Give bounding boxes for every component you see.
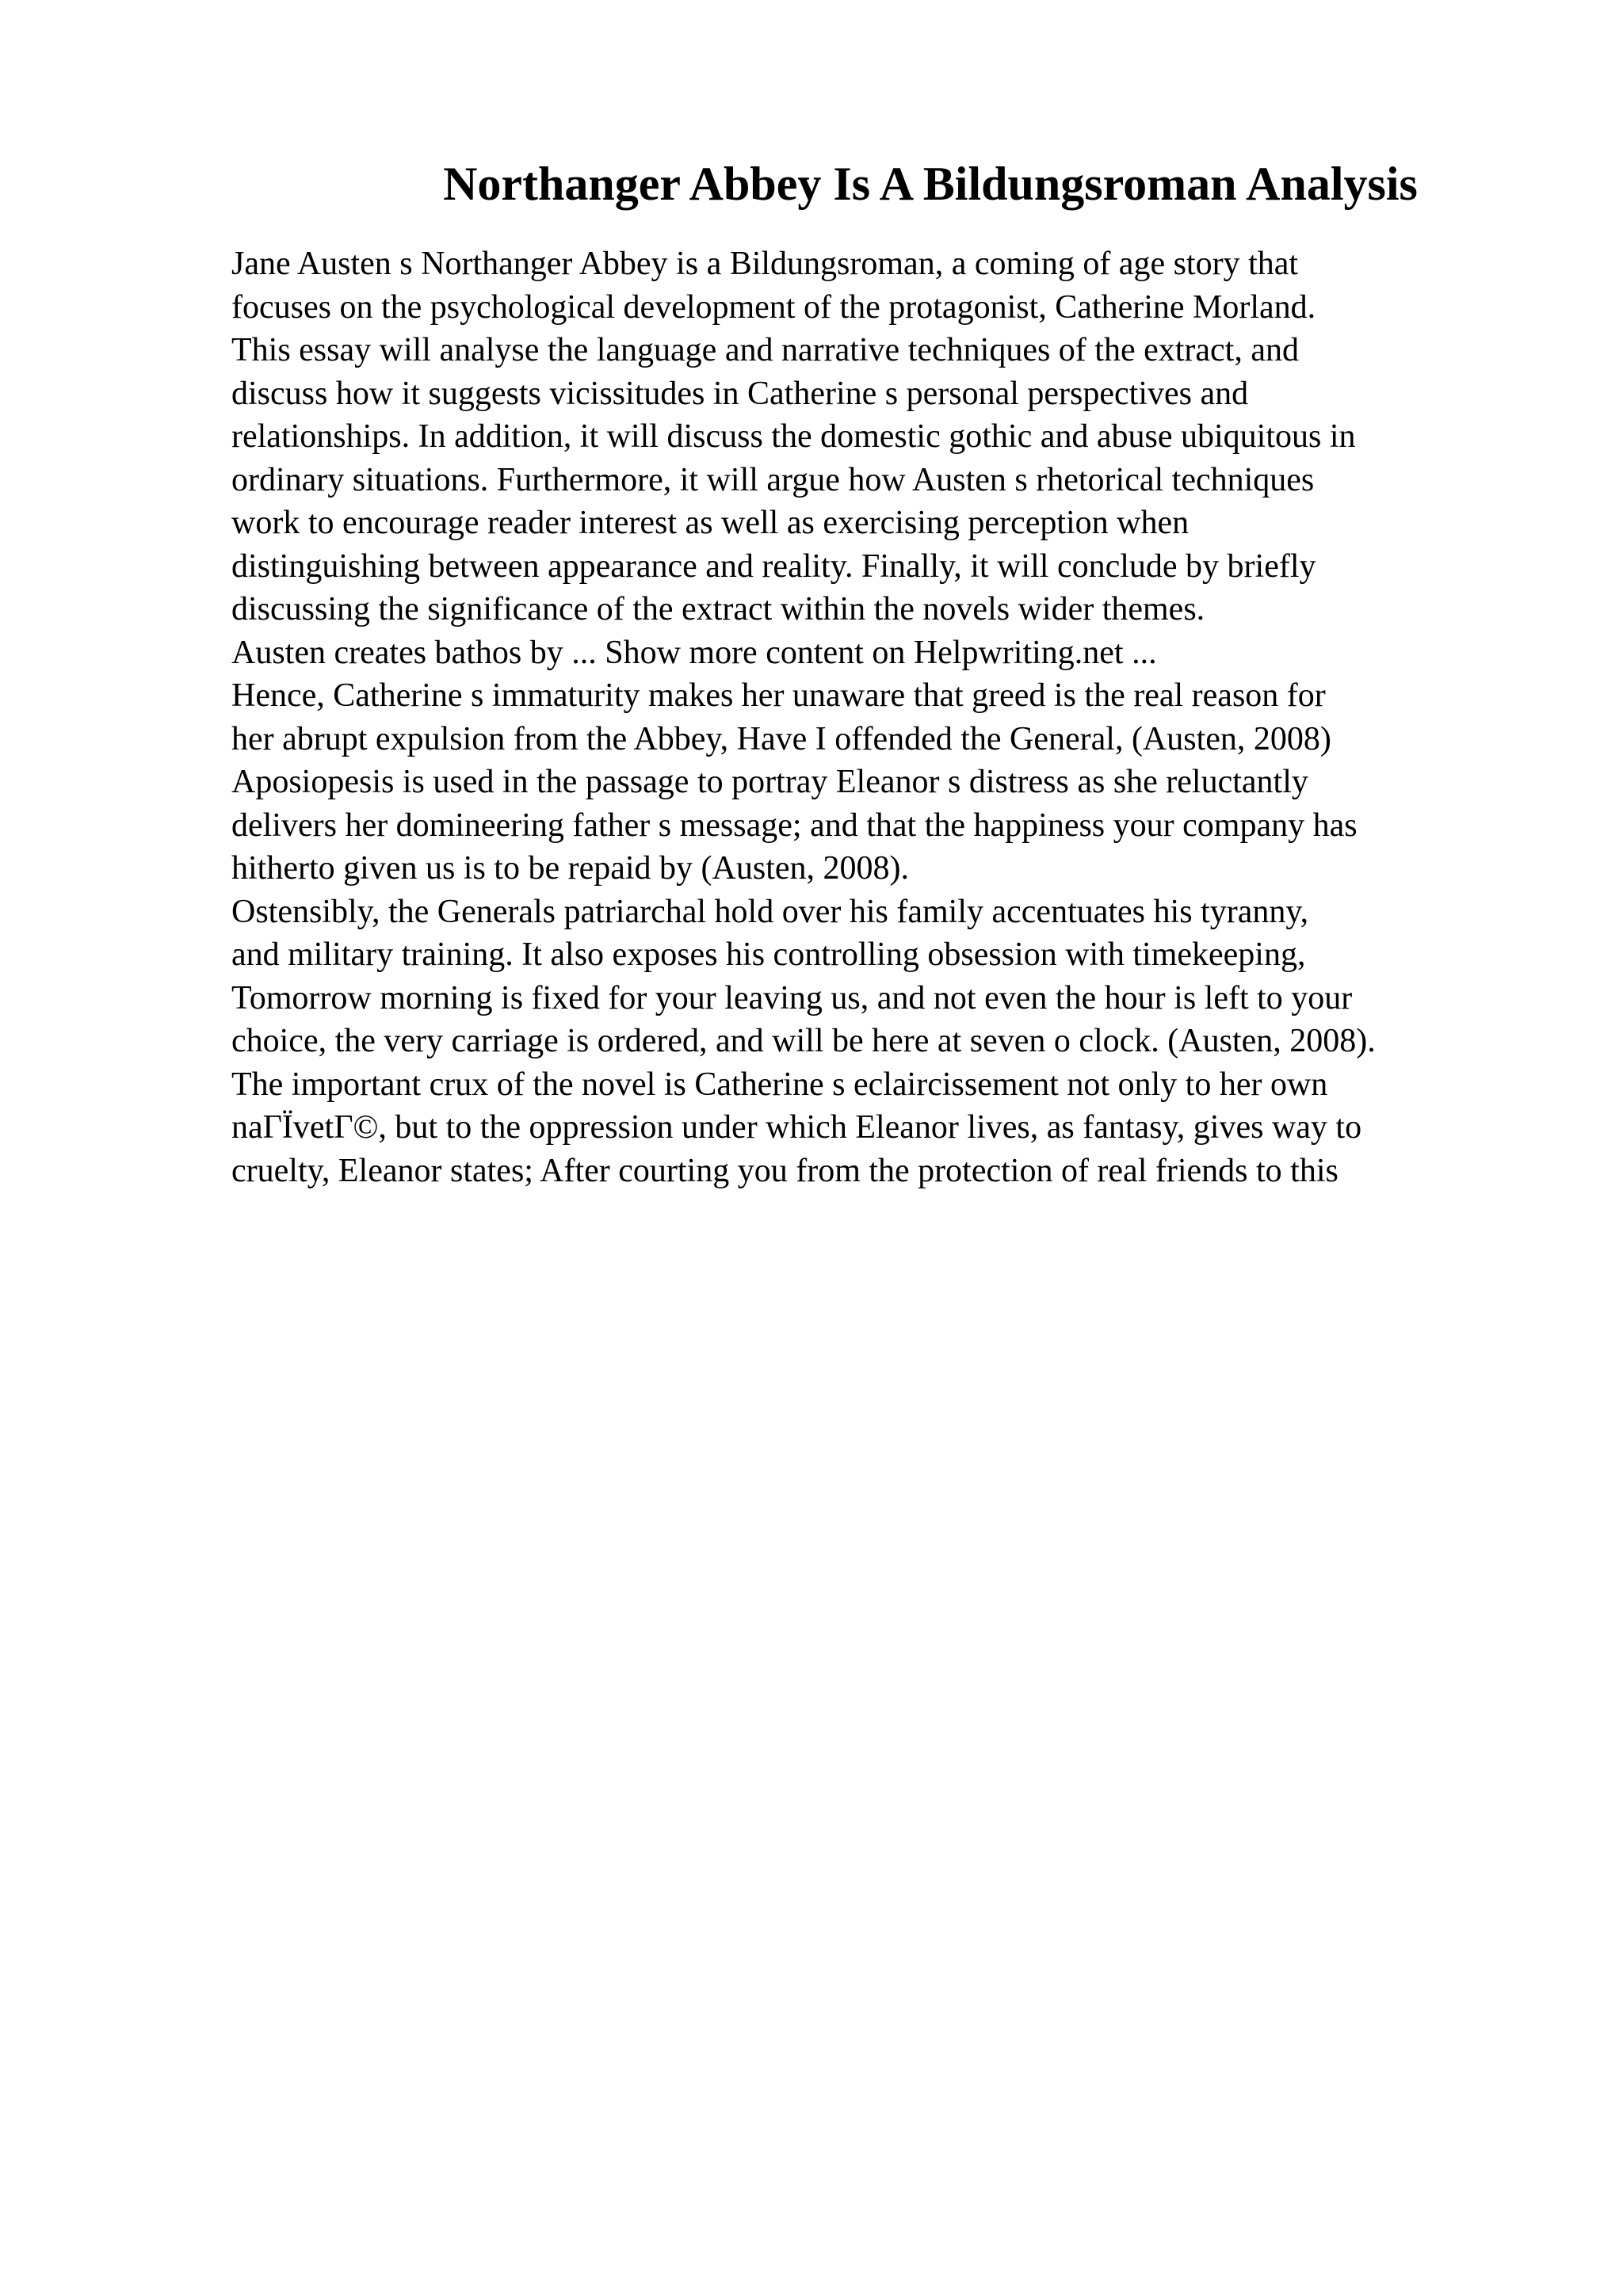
body-line: The important crux of the novel is Catherine s eclaircissement not only to her own	[231, 1066, 1328, 1103]
body-line: This essay will analyse the language and narrative techniques of the extract, and	[231, 332, 1299, 368]
body-line: focuses on the psychological development of the protagonist, Catherine Morland.	[231, 288, 1316, 326]
body-line: cruelty, Eleanor states; After courting you from the protection of real friends to this	[231, 1152, 1338, 1189]
body-line: Hence, Catherine s immaturity makes her unaware that greed is the real reason for	[231, 677, 1326, 714]
body-line: Ostensibly, the Generals patriarchal hold over his family accentuates his tyranny,	[231, 893, 1309, 930]
body-line: Jane Austen s Northanger Abbey is a Bildungsroman, a coming of age story that	[231, 246, 1299, 282]
body-line: naГЇvetГ©, but to the oppression under which Eleanor lives, as fantasy, gives way to	[231, 1109, 1362, 1146]
body-line: and military training. It also exposes his controlling obsession with timekeeping,	[231, 936, 1306, 973]
body-line: choice, the very carriage is ordered, and will be here at seven o clock. (Austen, 2008).	[231, 1023, 1376, 1059]
body-line: Austen creates bathos by ... Show more content on Helpwriting.net ...	[231, 634, 1157, 671]
body-line: relationships. In addition, it will discuss the domestic gothic and abuse ubiquitous in	[231, 418, 1356, 455]
body-line: her abrupt expulsion from the Abbey, Have I offended the General, (Austen, 2008)	[231, 720, 1331, 757]
body-line: work to encourage reader interest as well as exercising perception when	[231, 505, 1190, 541]
body-line: discuss how it suggests vicissitudes in Catherine s personal perspectives and	[231, 375, 1249, 412]
body-line: Tomorrow morning is fixed for your leaving us, and not even the hour is left to your	[231, 979, 1353, 1016]
document-title	[0, 151, 1623, 217]
body-line: delivers her domineering father s message; and that the happiness your company has	[231, 807, 1358, 844]
document-title-text: Northanger Abbey Is A Bildungsroman Analysis	[443, 158, 1418, 210]
document-body	[231, 242, 1499, 1192]
body-line: Aposiopesis is used in the passage to portray Eleanor s distress as she reluctantly	[231, 764, 1308, 800]
body-line: hitherto given us is to be repaid by (Austen, 2008).	[231, 850, 910, 887]
body-line: ordinary situations. Furthermore, it will argue how Austen s rhetorical techniques	[231, 461, 1315, 498]
body-line: discussing the significance of the extract within the novels wider themes.	[231, 591, 1205, 627]
body-line: distinguishing between appearance and reality. Finally, it will conclude by briefly	[231, 547, 1316, 585]
